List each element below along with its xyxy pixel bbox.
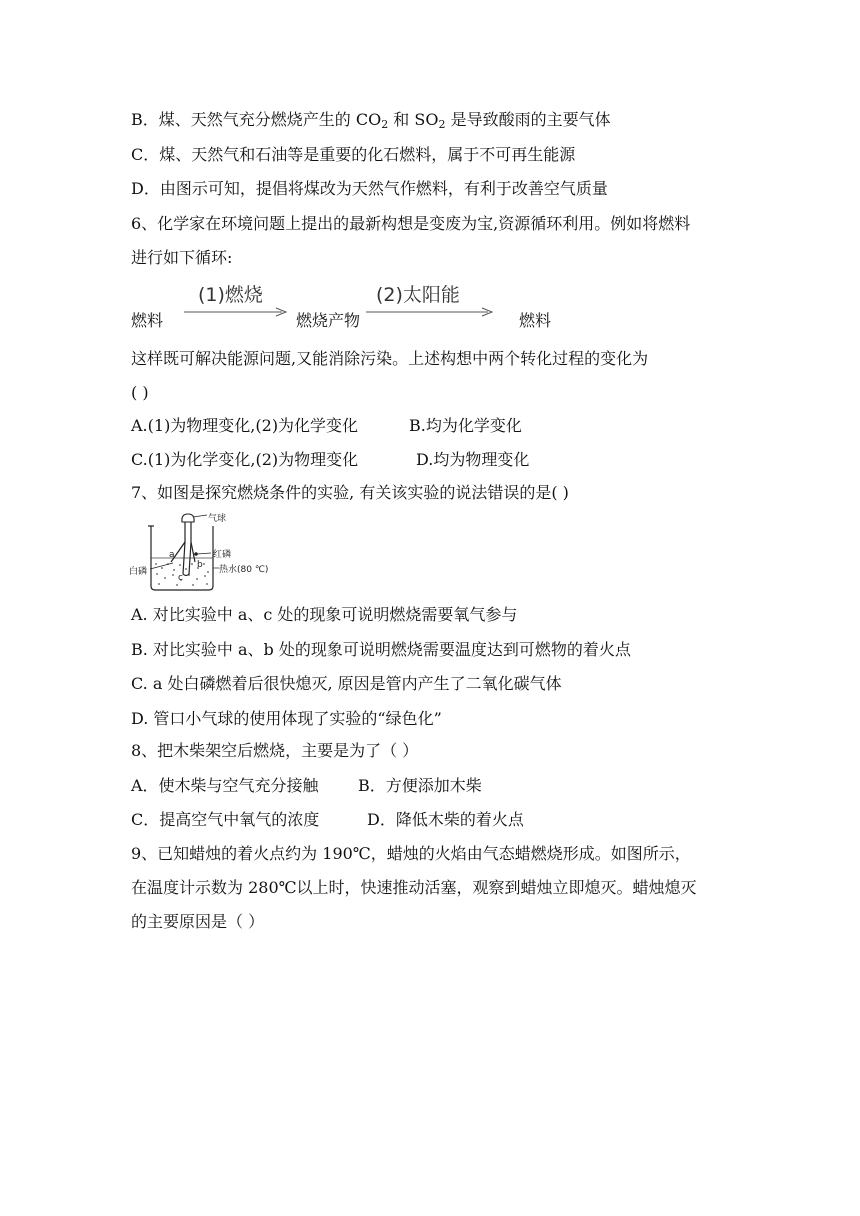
flow-arrow1-label: (1)燃烧 [198, 284, 263, 306]
q9-stem-line2: 在温度计示数为 280℃以上时，快速推动活塞，观察到蜡烛立即熄灭。蜡烛熄灭 [131, 878, 697, 897]
q6-answer-blank: ( ) [131, 383, 149, 402]
label-hot-water: 热水(80 ℃) [219, 565, 269, 575]
flow-arrow1-icon [182, 306, 290, 318]
q7-option-a: A. 对比实验中 a、c 处的现象可说明燃烧需要氧气参与 [131, 605, 518, 624]
balloon-icon [182, 514, 194, 522]
q7-option-c: C. a 处白磷燃着后很快熄灭, 原因是管内产生了二氧化碳气体 [131, 674, 562, 693]
label-c: c [178, 573, 183, 583]
q7-stem: 7、如图是探究燃烧条件的实验, 有关该实验的说法错误的是( ) [131, 483, 569, 502]
q8-option-c: C．提高空气中氧气的浓度 [131, 810, 320, 829]
label-a: a [169, 550, 175, 560]
q5-option-b: B．煤、天然气充分燃烧产生的 $CO_2$ 和 $SO_2$ 是导致酸雨的主要气体 [131, 110, 611, 131]
combustion-experiment-figure [129, 512, 274, 592]
y-tube-icon [171, 522, 195, 576]
q6-option-a: A.(1)为物理变化,(2)为化学变化 [131, 416, 359, 435]
flow-arrow2-label: (2)太阳能 [376, 284, 460, 306]
q6-stem-line3: 这样既可解决能源问题,又能消除污染。上述构想中两个转化过程的变化为 [131, 349, 649, 368]
q9-stem-line3: 的主要原因是（ ） [131, 912, 265, 931]
q6-option-d: D.均为物理变化 [416, 450, 530, 469]
label-balloon: 气球 [208, 514, 227, 524]
q7-option-d: D. 管口小气球的使用体现了实验的“绿色化” [131, 709, 442, 728]
flow-fuel-start: 燃料 [131, 311, 164, 330]
label-b: b [197, 560, 203, 570]
q6-option-b: B.均为化学变化 [409, 416, 522, 435]
flow-product: 燃烧产物 [296, 311, 361, 330]
label-white-phosphorus: 白磷 [129, 567, 148, 577]
q6-stem-line2: 进行如下循环: [131, 248, 233, 267]
q6-option-c: C.(1)为化学变化,(2)为物理变化 [131, 450, 359, 469]
q8-stem: 8、把木柴架空后燃烧，主要是为了（ ） [131, 741, 419, 760]
q8-option-a: A．使木柴与空气充分接触 [131, 776, 319, 795]
q5-option-c: C．煤、天然气和石油等是重要的化石燃料，属于不可再生能源 [131, 145, 576, 164]
q6-stem-line1: 6、化学家在环境问题上提出的最新构想是变废为宝,资源循环利用。例如将燃料 [131, 214, 691, 233]
q8-option-b: B．方便添加木柴 [358, 776, 482, 795]
flow-arrow2-icon [364, 306, 496, 318]
flow-fuel-end: 燃料 [519, 311, 552, 330]
q8-option-d: D．降低木柴的着火点 [367, 810, 524, 829]
q5-option-d: D．由图示可知，提倡将煤改为天然气作燃料，有利于改善空气质量 [131, 179, 608, 198]
q9-stem-line1: 9、已知蜡烛的着火点约为 190℃，蜡烛的火焰由气态蜡燃烧形成。如图所示， [131, 844, 691, 863]
q7-option-b: B. 对比实验中 a、b 处的现象可说明燃烧需要温度达到可燃物的着火点 [131, 640, 631, 659]
label-red-phosphorus: 红磷 [213, 550, 232, 560]
